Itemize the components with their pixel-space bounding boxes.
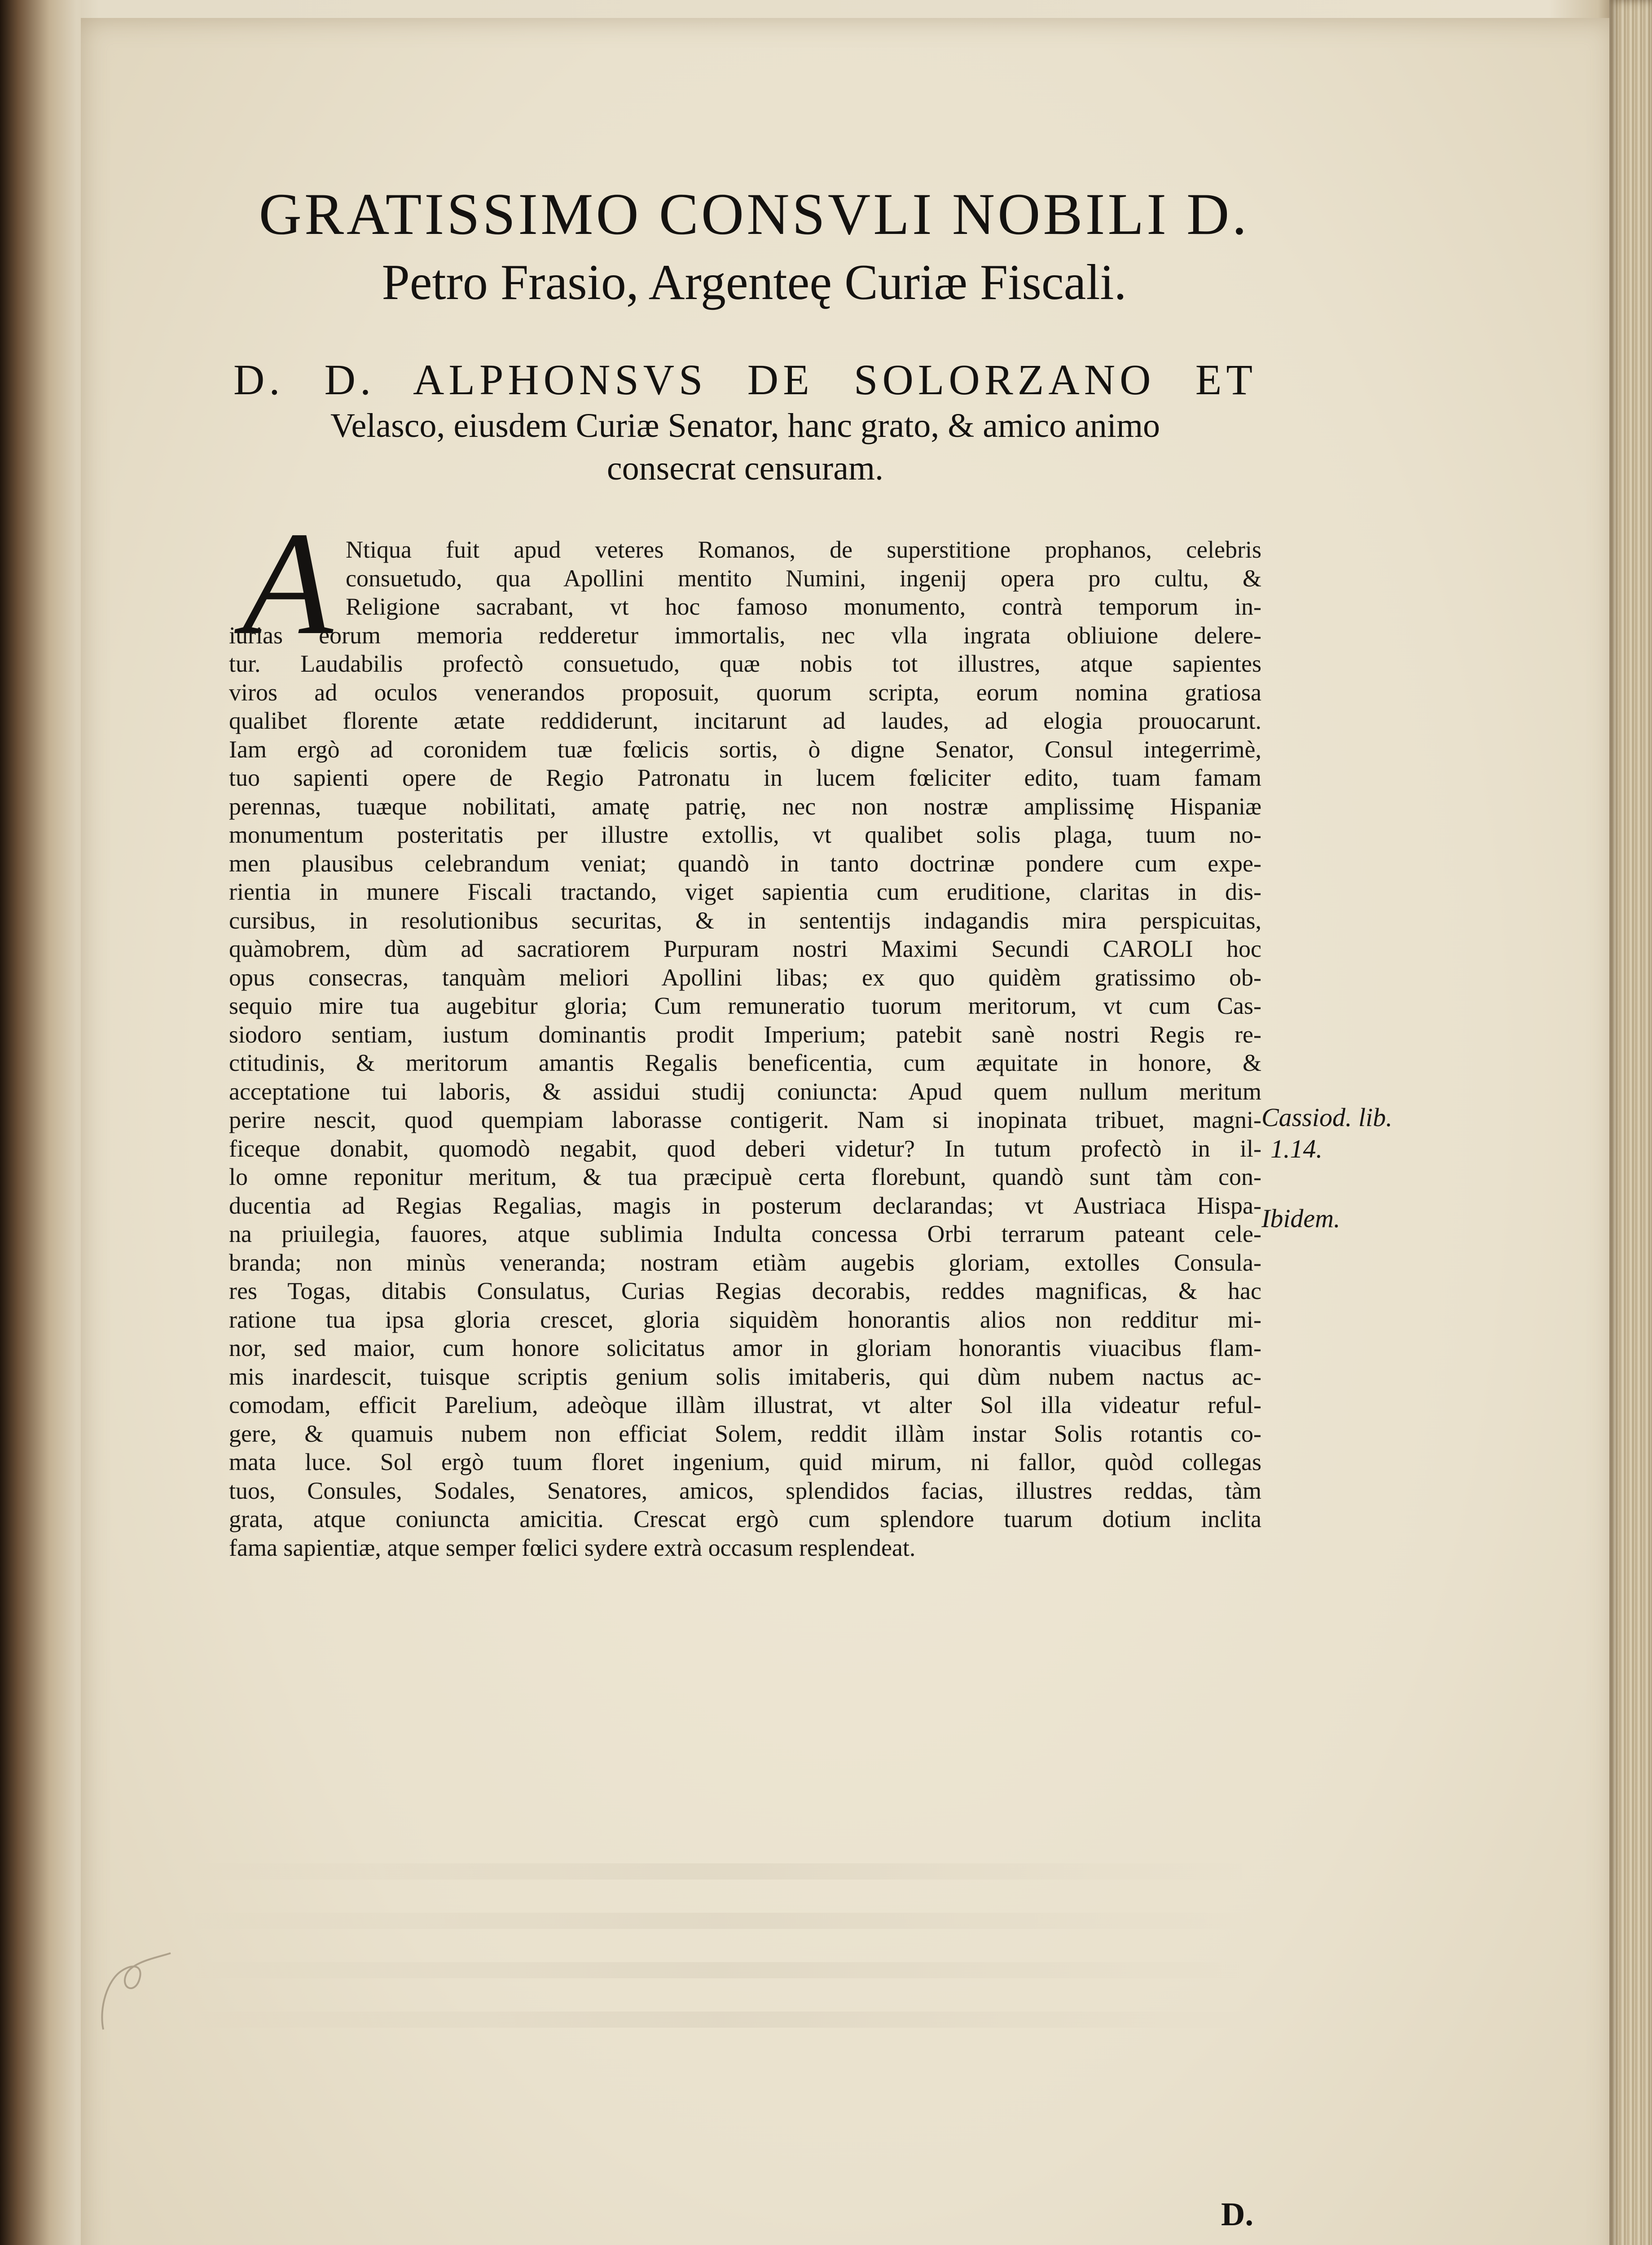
body-line: ctitudinis, & meritorum amantis Regalis beneficentia, cum æquitate in honore, &	[229, 1049, 1261, 1076]
show-through-line	[180, 2012, 1257, 2028]
body-line: iurias eorum memoria redderetur immortalis, nec vlla ingrata obliuione delere-	[229, 621, 1261, 649]
body-line: men plausibus celebrandum veniat; quandò in tanto doctrinæ pondere cum expe-	[229, 850, 1261, 877]
body-line: monumentum posteritatis per illustre extollis, vt qualibet solis plaga, tuum no-	[229, 821, 1261, 848]
body-line: ficeque donabit, quomodò negabit, quod deberi videtur? In tutum profectò in il-	[229, 1135, 1261, 1162]
body-line: res Togas, ditabis Consulatus, Curias Regias decorabis, reddes magnificas, & hac	[229, 1277, 1261, 1304]
body-line: siodoro sentiam, iustum dominantis prodit Imperium; patebit sanè nostri Regis re-	[229, 1021, 1261, 1048]
heading-line-3: D. D. ALPHONSVS DE SOLORZANO ET	[233, 356, 1257, 404]
body-line: rientia in munere Fiscali tractando, viget sapientia cum eruditione, claritas in dis-	[229, 878, 1261, 905]
body-line: comodam, efficit Parelium, adeòque illàm illustrat, vt alter Sol illa videatur reful-	[229, 1391, 1261, 1418]
drop-capital: A	[242, 502, 333, 665]
show-through-line	[180, 1962, 1257, 1978]
body-line: tuo sapienti opere de Regio Patronatu in lucem fœliciter edito, tuam famam	[229, 764, 1261, 791]
binding-gutter	[0, 0, 81, 2245]
body-line: qualibet florente ætate reddiderunt, incitarunt ad laudes, ad elogia prouocarunt.	[229, 707, 1261, 734]
margin-note-ibidem: Ibidem.	[1261, 1204, 1340, 1233]
body-line: Ntiqua fuit apud veteres Romanos, de superstitione prophanos, celebris	[346, 536, 1261, 563]
body-line: grata, atque coniuncta amicitia. Crescat ergò cum splendore tuarum dotium inclita	[229, 1505, 1261, 1532]
body-line: Iam ergò ad coronidem tuæ fœlicis sortis, ò digne Senator, Consul integerrimè,	[229, 735, 1261, 763]
body-line: ratione tua ipsa gloria crescet, gloria siquidèm honorantis alios non redditur mi-	[229, 1306, 1261, 1333]
body-line: fama sapientiæ, atque semper fœlici sydere extrà occasum resplendeat.	[229, 1534, 916, 1561]
body-line: opus consecras, tanquàm meliori Apollini libas; ex quo quidèm gratissimo ob-	[229, 964, 1261, 991]
margin-note-cassiod: Cassiod. lib.	[1261, 1103, 1393, 1132]
body-line: sequio mire tua augebitur gloria; Cum remuneratio tuorum meritorum, vt cum Cas-	[229, 992, 1261, 1019]
body-line: tur. Laudabilis profectò consuetudo, quæ nobis tot illustres, atque sapientes	[229, 650, 1261, 677]
heading-line-4: Velasco, eiusdem Curiæ Senator, hanc grato, & amico animo	[330, 407, 1160, 445]
body-line: gere, & quamuis nubem non efficiat Solem, reddit illàm instar Solis rotantis co-	[229, 1420, 1261, 1447]
pencil-mark-icon	[94, 1940, 184, 2038]
body-line: Religione sacrabant, vt hoc famoso monumento, contrà temporum in-	[346, 593, 1261, 620]
show-through-line	[180, 1913, 1257, 1929]
body-line: na priuilegia, fauores, atque sublimia Indulta concessa Orbi terrarum pateant cele-	[229, 1220, 1261, 1247]
body-line: mata luce. Sol ergò tuum floret ingenium, quid mirum, ni fallor, quòd collegas	[229, 1448, 1261, 1475]
body-line: mis inardescit, tuisque scriptis genium solis imitaberis, qui dùm nubem nactus ac-	[229, 1363, 1261, 1390]
body-line: tuos, Consules, Sodales, Senatores, amicos, splendidos facias, illustres reddas, tàm	[229, 1477, 1261, 1504]
heading-line-1: GRATISSIMO CONSVLI NOBILI D.	[259, 181, 1250, 247]
body-line: consuetudo, qua Apollini mentito Numini, ingenij opera pro cultu, &	[346, 564, 1261, 592]
body-line: nor, sed maior, cum honore solicitatus amor in gloriam honorantis viuacibus flam-	[229, 1334, 1261, 1361]
heading-line-2: Petro Frasio, Argenteę Curiæ Fiscali.	[382, 255, 1127, 310]
catchword: D.	[1221, 2196, 1253, 2233]
heading-line-5: consecrat censuram.	[606, 449, 884, 487]
body-line: branda; non minùs veneranda; nostram etiàm augebis gloriam, extolles Consula-	[229, 1249, 1261, 1276]
body-line: perire nescit, quod quempiam laborasse contigerit. Nam si inopinata tribuet, magni-	[229, 1106, 1261, 1133]
body-line: viros ad oculos venerandos proposuit, quorum scripta, eorum nomina gratiosa	[229, 678, 1261, 706]
body-line: ducentia ad Regias Regalias, magis in posterum declarandas; vt Austriaca Hispa-	[229, 1192, 1261, 1219]
show-through-line	[180, 1863, 1257, 1880]
margin-note-cassiod-ref: 1.14.	[1270, 1134, 1322, 1163]
body-line: lo omne reponitur meritum, & tua præcipuè certa florebunt, quandò sunt tàm con-	[229, 1163, 1261, 1190]
body-line: quàmobrem, dùm ad sacratiorem Purpuram nostri Maximi Secundi CAROLI hoc	[229, 935, 1261, 962]
body-line: cursibus, in resolutionibus securitas, & in sententijs indagandis mira perspicuitas,	[229, 907, 1261, 934]
body-line: acceptatione tui laboris, & assidui studij coniuncta: Apud quem nullum meritum	[229, 1078, 1261, 1105]
page-edges	[1609, 0, 1652, 2245]
body-line: perennas, tuæque nobilitati, amatę patrię, nec non nostræ amplissimę Hispaniæ	[229, 792, 1261, 820]
